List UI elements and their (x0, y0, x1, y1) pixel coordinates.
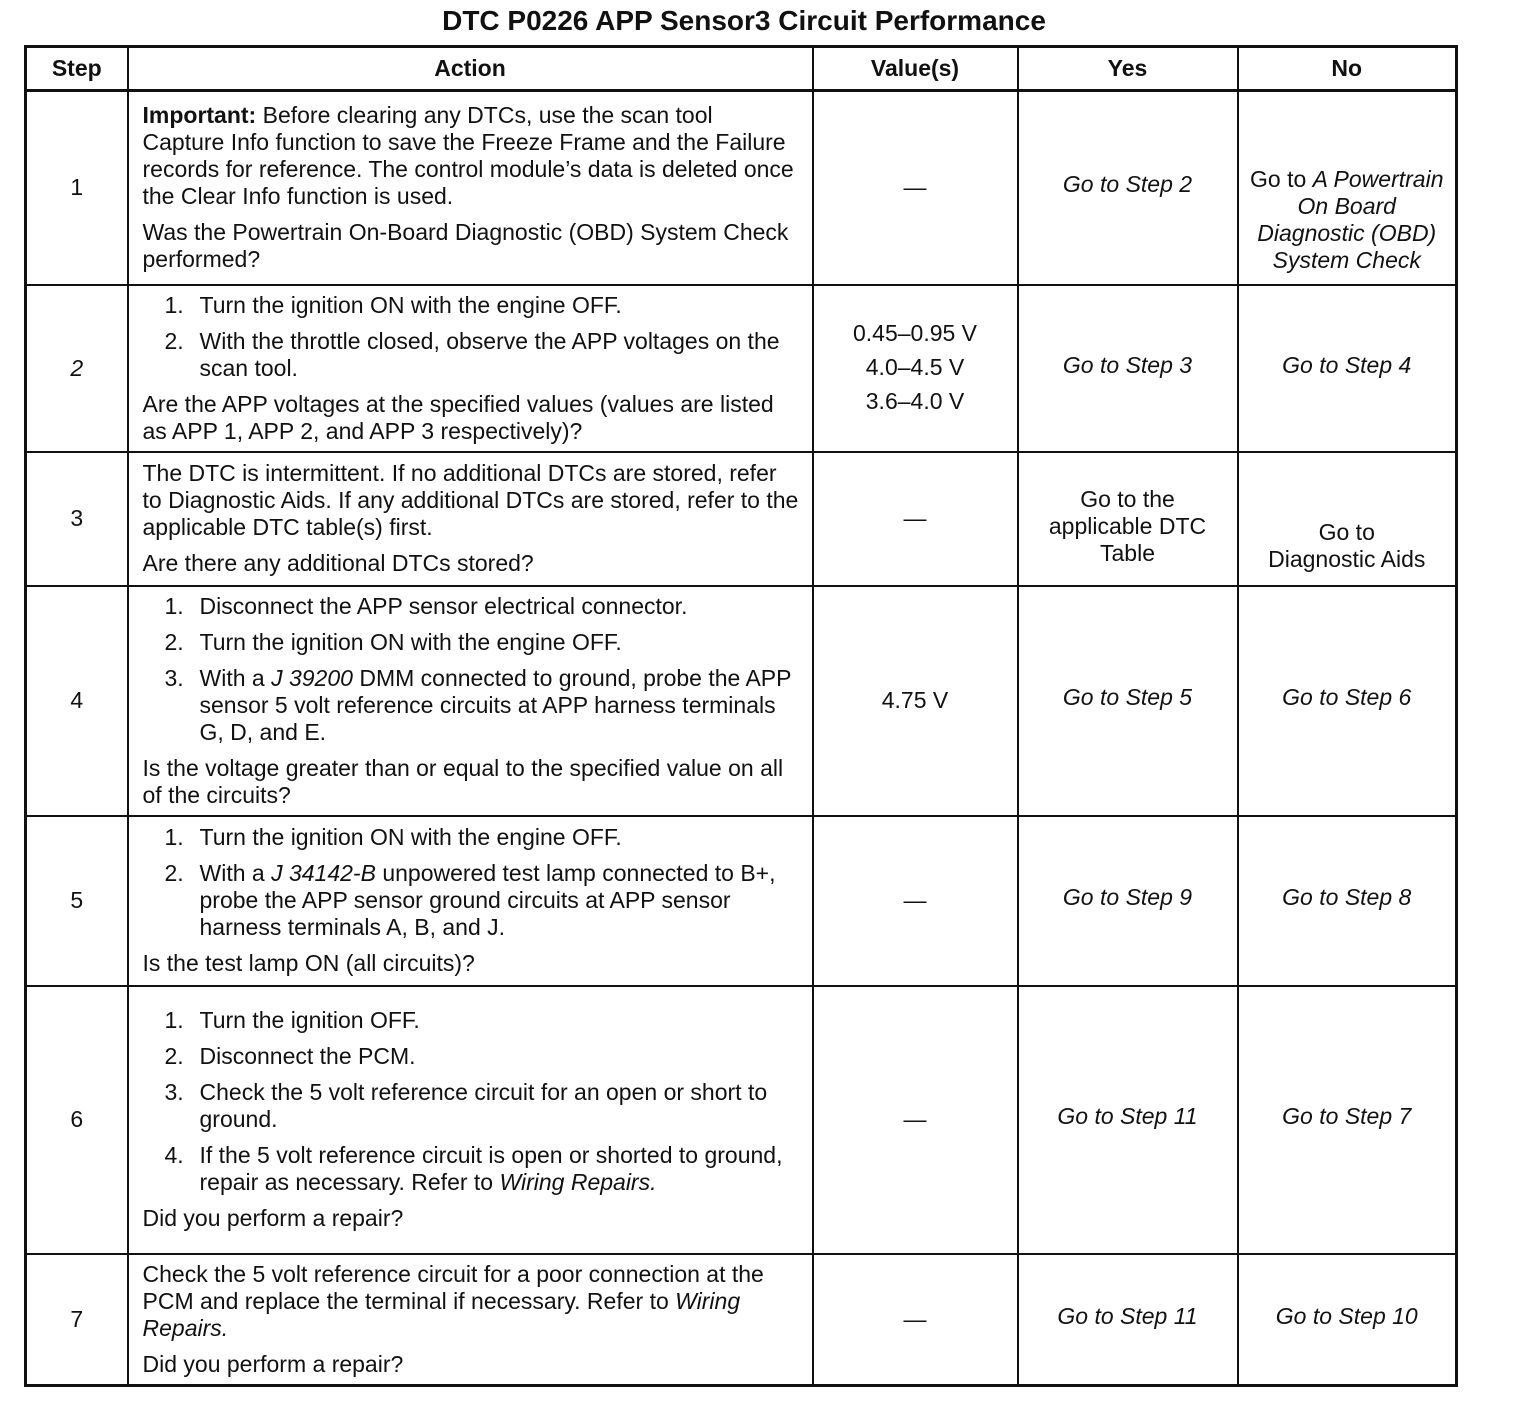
go-to-step-link[interactable]: Go to Step 7 (1282, 1103, 1412, 1129)
go-to-reference-link[interactable] (1245, 166, 1450, 274)
action-text (143, 102, 800, 210)
value-cell: — (813, 986, 1018, 1254)
action-step: 1. Disconnect the APP sensor electrical connector. (164, 592, 688, 619)
header-row (26, 47, 1457, 91)
table-row (26, 452, 1457, 586)
go-to-step-link[interactable]: Go to Step 3 (1062, 351, 1193, 378)
go-to-step-link[interactable]: Go to Step 2 (1062, 171, 1193, 198)
action-question: Did you perform a repair? (142, 1350, 404, 1377)
go-to-step-link[interactable]: Go to Step 9 (1062, 884, 1193, 910)
action-step: 2. Disconnect the PCM. (164, 1043, 416, 1069)
reference-title: A Powertrain On Board Diagnostic (OBD) System Check (1257, 165, 1444, 273)
no-cell (1238, 452, 1457, 586)
action-step: 3. Check the 5 volt reference circuit for an open or short to ground. (164, 1079, 768, 1132)
action-question: Are there any additional DTCs stored? (142, 550, 534, 576)
action-cell (128, 285, 813, 452)
action-steps (143, 824, 800, 941)
tool-reference: J 34142-B (271, 860, 376, 886)
yes-cell (1018, 91, 1238, 285)
table-row (26, 816, 1457, 986)
action-cell (128, 91, 813, 285)
no-cell (1238, 586, 1457, 816)
value-cell (813, 285, 1018, 452)
go-to-step-link[interactable]: Go to Step 11 (1057, 1103, 1198, 1129)
page-title: DTC P0226 APP Sensor3 Circuit Performance (442, 5, 1046, 36)
value-cell: — (813, 91, 1018, 285)
step-number: 4 (26, 586, 128, 816)
value-app1: 0.45–0.95 V (852, 319, 978, 346)
yes-cell (1018, 285, 1238, 452)
table-row (26, 986, 1457, 1254)
action-question: Is the test lamp ON (all circuits)? (142, 950, 475, 976)
go-to-step-link[interactable]: Go to Step 5 (1062, 684, 1193, 710)
wiring-repairs-reference[interactable]: Wiring Repairs. (142, 1287, 741, 1341)
action-steps (143, 593, 800, 746)
go-to-step-link[interactable]: Go to Step 6 (1282, 684, 1412, 710)
wiring-repairs-reference[interactable]: Wiring Repairs. (499, 1169, 657, 1195)
go-to-step-link[interactable]: Go to Step 4 (1282, 351, 1412, 378)
action-cell (128, 816, 813, 986)
action-cell (128, 986, 813, 1254)
step-number: 5 (26, 816, 128, 986)
important-label: Important: (142, 102, 257, 129)
table-row (26, 1254, 1457, 1386)
header-step: Step (26, 47, 128, 91)
go-to-prefix: Go to (1250, 165, 1313, 192)
diagnostic-table (24, 45, 1458, 1387)
table-row (26, 285, 1457, 452)
value-cell: — (813, 816, 1018, 986)
action-text: The DTC is intermittent. If no additional DTCs are stored, refer to Diagnostic Aids. If any additional DTCs are stored, refer to the applicable DTC table(s) first. (142, 460, 799, 540)
table-row (26, 586, 1457, 816)
action-step: 2. With the throttle closed, observe the APP voltages on the scan tool. (164, 327, 780, 381)
yes-cell (1018, 816, 1238, 986)
table-row (26, 91, 1457, 285)
action-step: 4. If the 5 volt reference circuit is open or shorted to ground, repair as necessary. Refer to Wiring Repairs. (164, 1142, 783, 1195)
value-cell: — (813, 1254, 1018, 1386)
action-cell (128, 1254, 813, 1386)
step-number: 1 (26, 91, 128, 285)
action-question: Is the voltage greater than or equal to the specified value on all of the circuits? (142, 754, 784, 808)
action-step: 3. With a J 39200 DMM connected to ground, probe the APP sensor 5 volt reference circuits at APP harness terminals G, D, and E. (164, 664, 792, 745)
no-cell (1238, 285, 1457, 452)
action-step: 2. Turn the ignition ON with the engine OFF. (164, 628, 622, 655)
step-number: 7 (26, 1254, 128, 1386)
value-app2: 4.0–4.5 V (865, 353, 965, 380)
action-step: 2. With a J 34142-B unpowered test lamp connected to B+, probe the APP sensor ground circuits at APP sensor harness terminals A, B, and J. (164, 860, 776, 940)
action-step: 1. Turn the ignition ON with the engine OFF. (164, 824, 622, 850)
action-step: 1. Turn the ignition ON with the engine OFF. (164, 291, 622, 318)
go-to-step-link[interactable]: Go to Step 11 (1057, 1302, 1198, 1329)
step-number: 2 (26, 285, 128, 452)
action-cell (128, 452, 813, 586)
header-yes: Yes (1018, 47, 1238, 91)
header-no: No (1238, 47, 1457, 91)
header-action: Action (128, 47, 813, 91)
yes-cell (1018, 586, 1238, 816)
action-steps (143, 1007, 800, 1196)
no-cell (1238, 816, 1457, 986)
important-text: Before clearing any DTCs, use the scan tool Capture Info function to save the Freeze Frame and the Failure records for reference. The control module’s data is deleted once the Clear Info function is used. (142, 102, 794, 210)
go-to-dtc-table-link[interactable]: Go to the applicable DTC Table (1048, 486, 1207, 566)
action-cell (128, 586, 813, 816)
no-cell (1238, 1254, 1457, 1386)
header-values: Value(s) (813, 47, 1018, 91)
action-text: Check the 5 volt reference circuit for a poor connection at the PCM and replace the terminal if necessary. Refer to Wiring Repairs. (142, 1260, 764, 1341)
no-cell (1238, 91, 1457, 285)
action-question: Are the APP voltages at the specified values (values are listed as APP 1, APP 2, and APP 3 respectively)? (142, 390, 774, 444)
yes-cell (1018, 986, 1238, 1254)
step-number: 3 (26, 452, 128, 586)
no-cell (1238, 986, 1457, 1254)
step-number: 6 (26, 986, 128, 1254)
action-steps (143, 292, 800, 382)
go-to-step-link[interactable]: Go to Step 8 (1282, 884, 1412, 910)
value-cell: — (813, 452, 1018, 586)
go-to-diagnostic-aids-link[interactable]: Go to Diagnostic Aids (1268, 518, 1426, 572)
go-to-step-link[interactable]: Go to Step 10 (1275, 1302, 1418, 1329)
yes-cell (1018, 1254, 1238, 1386)
action-question: Did you perform a repair? (142, 1205, 404, 1231)
tool-reference: J 39200 (271, 664, 353, 691)
value-cell: 4.75 V (813, 586, 1018, 816)
action-question: Was the Powertrain On-Board Diagnostic (OBD) System Check performed? (142, 219, 789, 273)
action-step: 1. Turn the ignition OFF. (164, 1007, 420, 1033)
value-app3: 3.6–4.0 V (865, 387, 965, 414)
yes-cell (1018, 452, 1238, 586)
